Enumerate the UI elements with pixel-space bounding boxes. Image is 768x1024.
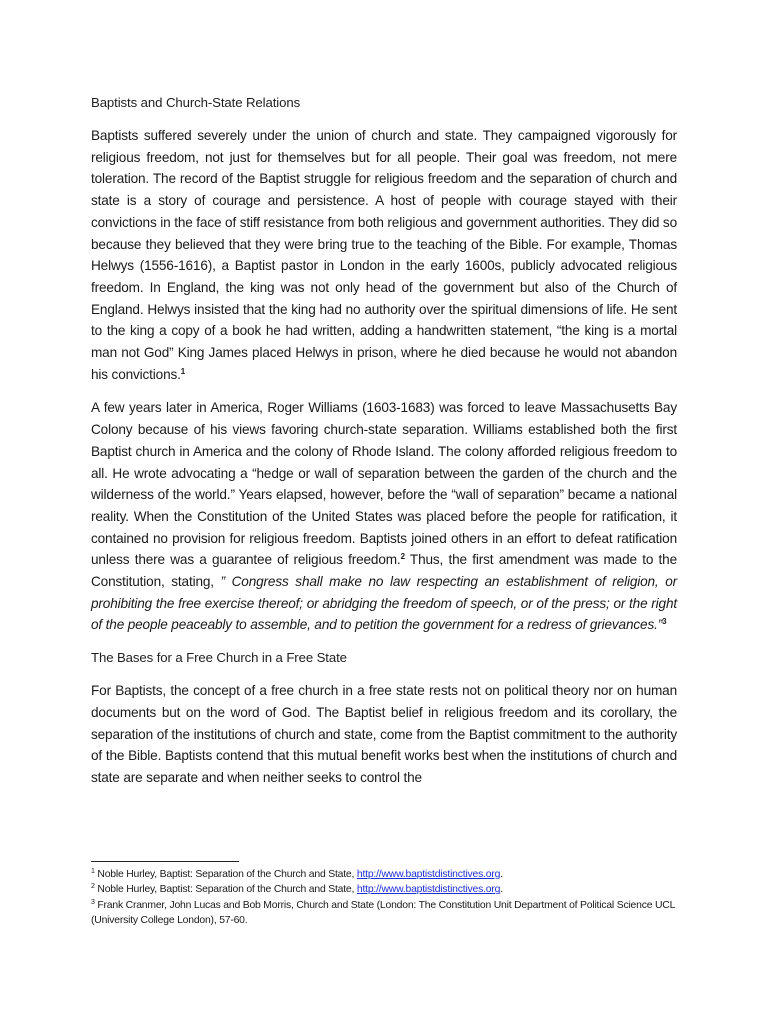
document-page xyxy=(91,93,677,789)
paragraph-helwys xyxy=(91,125,677,385)
footnote-ref-1[interactable]: 1 xyxy=(180,366,186,376)
footnote-text: Noble Hurley, Baptist: Separation of the Church and State, xyxy=(94,869,357,880)
footnote-text: Frank Cranmer, John Lucas and Bob Morris, Church and State (London: The Constitution Unit Department of Political Science UCL (University College London), 57-60. xyxy=(91,899,675,927)
footnotes-section xyxy=(91,861,681,929)
footnote-ref-3[interactable]: 3 xyxy=(662,617,667,627)
footnote-2 xyxy=(91,882,681,897)
footnote-1 xyxy=(91,867,681,882)
footnote-period: . xyxy=(500,869,503,880)
paragraph-free-church xyxy=(91,680,677,789)
first-amendment-quote: ” Congress shall make no law respecting an establishment of religion, or prohibiting the free exercise thereof; or abridging the freedom of speech, or of the press; or the right of the people peaceably to assemble, and to petition the government for a redress of grievances.” xyxy=(91,574,678,633)
footnote-number: 3 xyxy=(91,898,95,906)
footnote-text: Noble Hurley, Baptist: Separation of the Church and State, xyxy=(94,884,357,896)
footnote-number: 2 xyxy=(91,883,95,891)
paragraph-text: A few years later in America, Roger Williams (1603-1683) was forced to leave Massachusetts Bay Colony because of his views favoring church-state separation. Williams established both the first Baptist church in America and the colony of Rhode Island. The colony afforded religious freedom to all. He wrote advocating a “hedge or wall of separation between the garden of the church and the wilderness of the world.” Years elapsed, however, before the “wall of separation” became a national reality. When the Constitution of the United States was placed before the people for ratification, it contained no provision for religious freedom. Baptists joined others in an effort to defeat ratification unless there was a guarantee of religious freedom. xyxy=(91,400,677,568)
paragraph-roger-williams xyxy=(91,397,677,636)
section-heading-free-church: The Bases for a Free Church in a Free State xyxy=(91,650,347,666)
footnote-3 xyxy=(91,898,681,929)
footnote-ref-2[interactable]: 2 xyxy=(400,552,405,562)
footnote-link[interactable]: http://www.baptistdistinctives.org xyxy=(356,884,501,896)
paragraph-text: Baptists suffered severely under the union of church and state. They campaigned vigorously for religious freedom, not just for themselves but for all people. Their goal was freedom, not mere toleration. The record of the Baptist struggle for religious freedom and the separation of church and state is a story of courage and persistence. A host of people with courage stayed with their convictions in the face of stiff resistance from both religious and government authorities. They did so because they believed that they were bring true to the teaching of the Bible. For example, Thomas Helwys (1556-1616), a Baptist pastor in London in the early 1600s, publicly advocated religious freedom. In England, the king was not only head of the government but also of the Church of England. Helwys insisted that the king had no authority over the spiritual dimensions of life. He sent to the king a copy of a book he had written, adding a handwritten statement, “the king is a mortal man not God” King James placed Helwys in prison, where he died because he would not abandon his convictions. xyxy=(91,128,677,382)
footnote-number: 1 xyxy=(91,868,95,875)
paragraph-text: For Baptists, the concept of a free church in a free state rests not on political theory nor on human documents but on the word of God. The Baptist belief in religious freedom and its corollary, the separation of the institutions of church and state, come from the Baptist commitment to the authority of the Bible. Baptists contend that this mutual benefit works best when the institutions of church and state are separate and when neither seeks to control the xyxy=(91,683,677,785)
footnote-link[interactable]: http://www.baptistdistinctives.org xyxy=(356,869,501,880)
footnote-period: . xyxy=(500,884,503,896)
section-heading-church-state-relations: Baptists and Church-State Relations xyxy=(91,95,301,110)
paragraph-text-continued: Thus, the first amendment was made to the Constitution, stating, xyxy=(91,552,677,590)
footnote-separator xyxy=(91,861,239,862)
